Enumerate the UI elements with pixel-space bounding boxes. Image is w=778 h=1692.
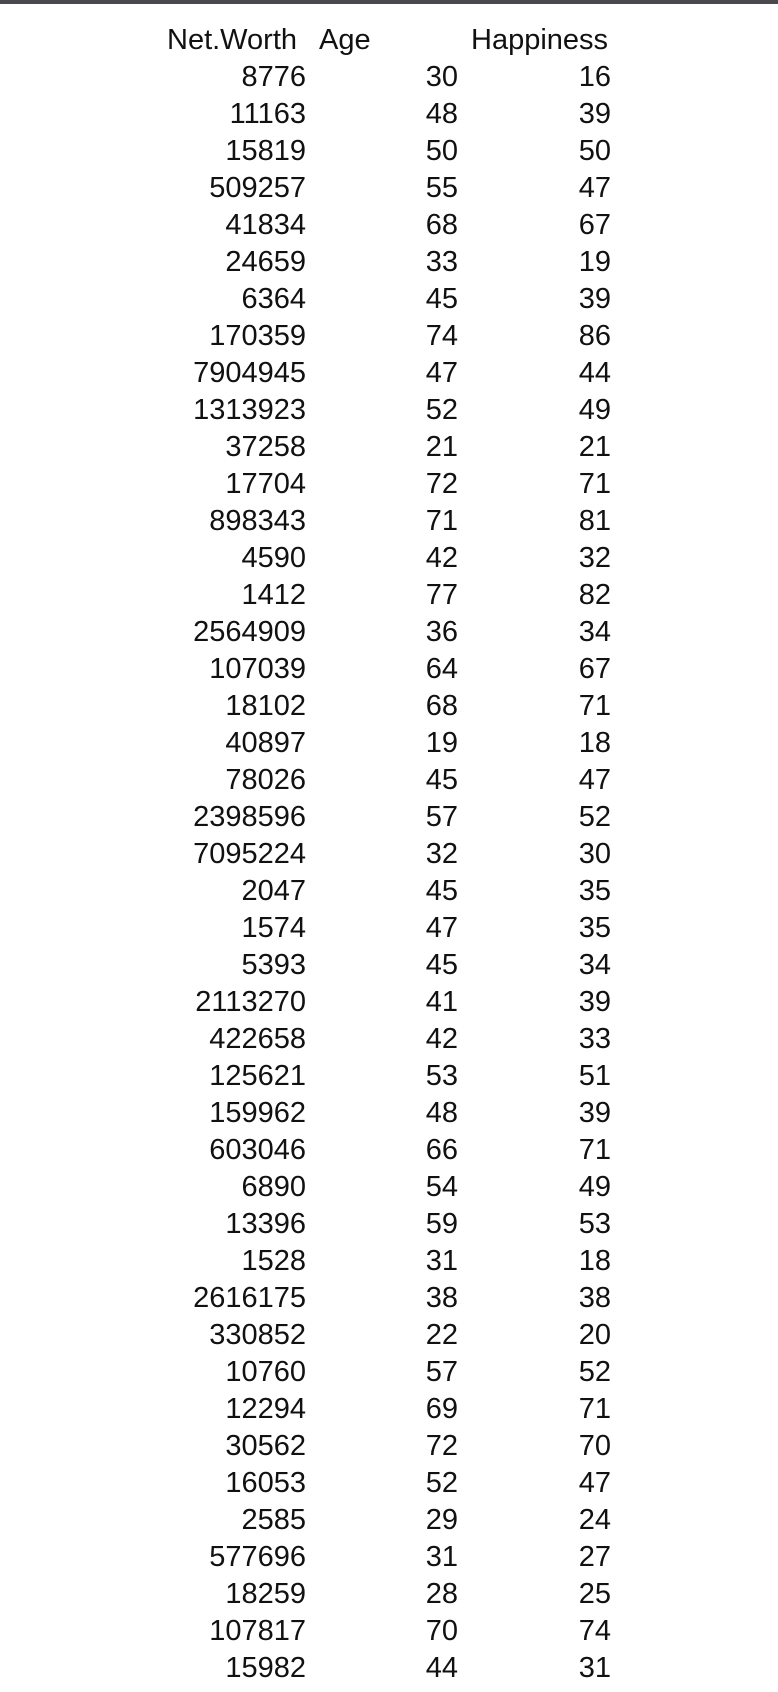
cell-happiness: 19 [578, 246, 611, 278]
cell-age: 74 [425, 320, 458, 352]
cell-net-worth: 422658 [209, 1023, 306, 1055]
table-row [0, 614, 778, 651]
table-row [0, 207, 778, 244]
cell-age: 48 [425, 98, 458, 130]
table-row [0, 355, 778, 392]
table-row [0, 725, 778, 762]
cell-age: 55 [425, 172, 458, 204]
cell-age: 31 [425, 1245, 458, 1277]
cell-net-worth: 2585 [241, 1504, 306, 1536]
cell-age: 45 [425, 949, 458, 981]
data-table [0, 22, 778, 1687]
table-row [0, 392, 778, 429]
cell-age: 22 [425, 1319, 458, 1351]
cell-happiness: 31 [578, 1652, 611, 1684]
table-row [0, 873, 778, 910]
cell-happiness: 39 [578, 986, 611, 1018]
cell-happiness: 30 [578, 838, 611, 870]
cell-net-worth: 30562 [225, 1430, 306, 1462]
cell-net-worth: 41834 [225, 209, 306, 241]
cell-happiness: 27 [578, 1541, 611, 1573]
cell-happiness: 86 [578, 320, 611, 352]
cell-age: 42 [425, 542, 458, 574]
cell-happiness: 32 [578, 542, 611, 574]
cell-happiness: 21 [578, 431, 611, 463]
cell-net-worth: 13396 [225, 1208, 306, 1240]
cell-net-worth: 40897 [225, 727, 306, 759]
cell-happiness: 39 [578, 1097, 611, 1129]
cell-age: 45 [425, 764, 458, 796]
table-row [0, 1576, 778, 1613]
cell-age: 72 [425, 468, 458, 500]
table-row [0, 651, 778, 688]
table-row [0, 244, 778, 281]
table-row [0, 1465, 778, 1502]
cell-net-worth: 5393 [241, 949, 306, 981]
table-row [0, 1613, 778, 1650]
cell-happiness: 47 [578, 172, 611, 204]
cell-net-worth: 37258 [225, 431, 306, 463]
cell-net-worth: 15819 [225, 135, 306, 167]
cell-age: 64 [425, 653, 458, 685]
cell-age: 59 [425, 1208, 458, 1240]
table-row [0, 762, 778, 799]
cell-net-worth: 15982 [225, 1652, 306, 1684]
table-row [0, 836, 778, 873]
cell-age: 50 [425, 135, 458, 167]
cell-net-worth: 2047 [241, 875, 306, 907]
cell-age: 33 [425, 246, 458, 278]
table-row [0, 799, 778, 836]
cell-age: 28 [425, 1578, 458, 1610]
cell-happiness: 18 [578, 727, 611, 759]
cell-net-worth: 7904945 [193, 357, 306, 389]
cell-happiness: 67 [578, 653, 611, 685]
cell-age: 52 [425, 1467, 458, 1499]
cell-net-worth: 2398596 [193, 801, 306, 833]
table-row [0, 1206, 778, 1243]
cell-happiness: 35 [578, 875, 611, 907]
cell-net-worth: 509257 [209, 172, 306, 204]
cell-age: 45 [425, 283, 458, 315]
cell-net-worth: 7095224 [193, 838, 306, 870]
cell-net-worth: 11163 [229, 98, 306, 130]
cell-age: 70 [425, 1615, 458, 1647]
cell-happiness: 34 [578, 949, 611, 981]
cell-happiness: 20 [578, 1319, 611, 1351]
cell-happiness: 16 [578, 61, 611, 93]
cell-age: 57 [425, 801, 458, 833]
table-row [0, 1502, 778, 1539]
cell-happiness: 39 [578, 283, 611, 315]
cell-age: 32 [425, 838, 458, 870]
table-row [0, 1021, 778, 1058]
table-row [0, 1539, 778, 1576]
cell-happiness: 52 [578, 1356, 611, 1388]
cell-happiness: 52 [578, 801, 611, 833]
cell-net-worth: 1528 [241, 1245, 306, 1277]
cell-age: 69 [425, 1393, 458, 1425]
cell-age: 77 [425, 579, 458, 611]
cell-net-worth: 8776 [241, 61, 306, 93]
table-row [0, 910, 778, 947]
cell-net-worth: 1412 [241, 579, 306, 611]
cell-happiness: 33 [578, 1023, 611, 1055]
cell-happiness: 24 [578, 1504, 611, 1536]
cell-age: 38 [425, 1282, 458, 1314]
cell-happiness: 70 [578, 1430, 611, 1462]
table-row [0, 1650, 778, 1687]
table-row [0, 1243, 778, 1280]
cell-happiness: 67 [578, 209, 611, 241]
cell-net-worth: 603046 [209, 1134, 306, 1166]
table-row [0, 1428, 778, 1465]
cell-age: 54 [425, 1171, 458, 1203]
cell-happiness: 51 [578, 1060, 611, 1092]
cell-age: 31 [425, 1541, 458, 1573]
cell-net-worth: 6364 [241, 283, 306, 315]
cell-net-worth: 6890 [241, 1171, 306, 1203]
cell-age: 44 [425, 1652, 458, 1684]
cell-net-worth: 12294 [225, 1393, 306, 1425]
cell-age: 42 [425, 1023, 458, 1055]
cell-happiness: 44 [578, 357, 611, 389]
cell-age: 57 [425, 1356, 458, 1388]
cell-happiness: 34 [578, 616, 611, 648]
cell-net-worth: 170359 [209, 320, 306, 352]
header-age: Age [319, 24, 371, 56]
cell-age: 68 [425, 209, 458, 241]
cell-age: 41 [425, 986, 458, 1018]
table-row [0, 1280, 778, 1317]
cell-net-worth: 330852 [209, 1319, 306, 1351]
table-body [0, 59, 778, 1687]
cell-happiness: 38 [578, 1282, 611, 1314]
table-row [0, 1058, 778, 1095]
cell-net-worth: 577696 [209, 1541, 306, 1573]
table-row [0, 947, 778, 984]
cell-net-worth: 17704 [225, 468, 306, 500]
cell-happiness: 47 [578, 764, 611, 796]
cell-age: 53 [425, 1060, 458, 1092]
table-row [0, 281, 778, 318]
table-row [0, 503, 778, 540]
table-row [0, 466, 778, 503]
cell-age: 19 [425, 727, 458, 759]
cell-net-worth: 16053 [225, 1467, 306, 1499]
cell-net-worth: 159962 [209, 1097, 306, 1129]
cell-happiness: 71 [578, 690, 611, 722]
table-row [0, 577, 778, 614]
cell-net-worth: 10760 [225, 1356, 306, 1388]
cell-net-worth: 18259 [225, 1578, 306, 1610]
cell-happiness: 49 [578, 1171, 611, 1203]
cell-age: 66 [425, 1134, 458, 1166]
cell-age: 21 [425, 431, 458, 463]
cell-net-worth: 107039 [209, 653, 306, 685]
cell-happiness: 82 [578, 579, 611, 611]
table-row [0, 688, 778, 725]
cell-age: 72 [425, 1430, 458, 1462]
table-row [0, 1169, 778, 1206]
header-net-worth: Net.Worth [167, 24, 298, 56]
table-row [0, 1132, 778, 1169]
table-row [0, 429, 778, 466]
cell-net-worth: 125621 [209, 1060, 306, 1092]
header-happiness: Happiness [471, 24, 609, 56]
cell-happiness: 49 [578, 394, 611, 426]
cell-happiness: 47 [578, 1467, 611, 1499]
table-header-row [0, 22, 778, 59]
cell-net-worth: 107817 [209, 1615, 306, 1647]
cell-age: 30 [425, 61, 458, 93]
table-row [0, 1095, 778, 1132]
cell-net-worth: 1313923 [193, 394, 306, 426]
cell-happiness: 71 [578, 468, 611, 500]
cell-net-worth: 4590 [241, 542, 306, 574]
table-row [0, 1354, 778, 1391]
table-row [0, 1391, 778, 1428]
window-top-bar [0, 0, 778, 4]
cell-age: 47 [425, 357, 458, 389]
cell-happiness: 18 [578, 1245, 611, 1277]
cell-net-worth: 78026 [225, 764, 306, 796]
table-row [0, 170, 778, 207]
cell-net-worth: 2616175 [193, 1282, 306, 1314]
cell-age: 71 [425, 505, 458, 537]
cell-age: 47 [425, 912, 458, 944]
cell-age: 45 [425, 875, 458, 907]
cell-net-worth: 1574 [241, 912, 306, 944]
cell-net-worth: 18102 [225, 690, 306, 722]
cell-net-worth: 2113270 [195, 986, 306, 1018]
cell-age: 36 [425, 616, 458, 648]
cell-net-worth: 2564909 [193, 616, 306, 648]
cell-age: 52 [425, 394, 458, 426]
cell-happiness: 39 [578, 98, 611, 130]
table-row [0, 540, 778, 577]
cell-net-worth: 898343 [209, 505, 306, 537]
table-row [0, 133, 778, 170]
cell-happiness: 71 [578, 1393, 611, 1425]
table-row [0, 984, 778, 1021]
table-row [0, 318, 778, 355]
cell-happiness: 53 [578, 1208, 611, 1240]
cell-happiness: 71 [578, 1134, 611, 1166]
cell-happiness: 50 [578, 135, 611, 167]
cell-happiness: 25 [578, 1578, 611, 1610]
cell-happiness: 35 [578, 912, 611, 944]
cell-happiness: 81 [578, 505, 611, 537]
cell-age: 68 [425, 690, 458, 722]
cell-net-worth: 24659 [225, 246, 306, 278]
cell-age: 48 [425, 1097, 458, 1129]
table-row [0, 1317, 778, 1354]
cell-happiness: 74 [578, 1615, 611, 1647]
table-row [0, 96, 778, 133]
cell-age: 29 [425, 1504, 458, 1536]
table-row [0, 59, 778, 96]
